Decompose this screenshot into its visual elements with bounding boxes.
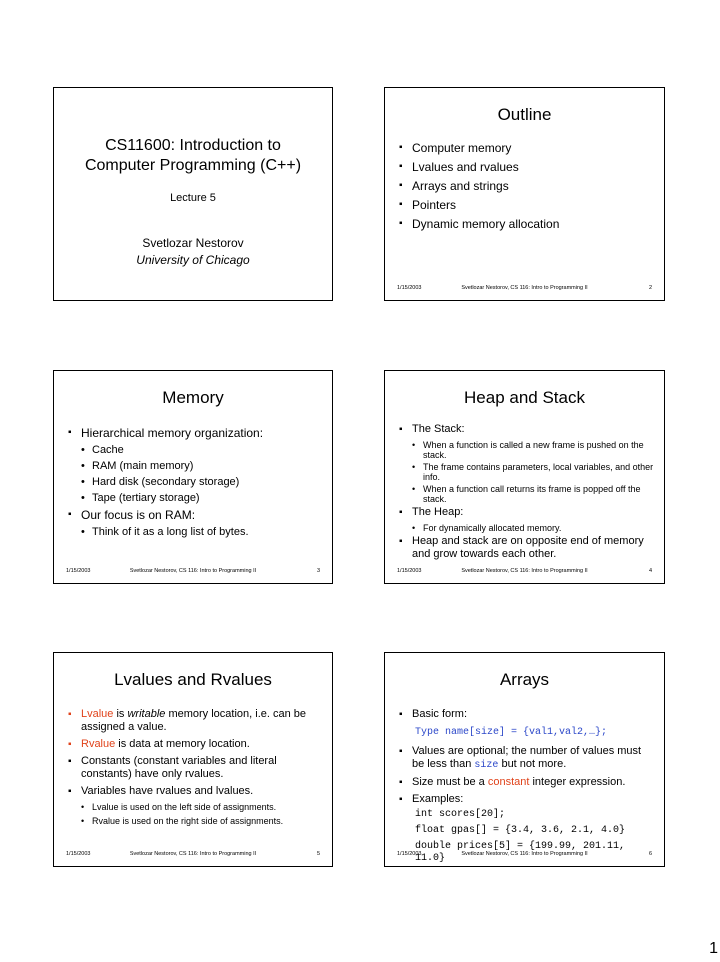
slide-1 — [53, 87, 333, 301]
footer-course: Svetlozar Nestorov, CS 116: Intro to Programming II — [129, 568, 257, 574]
slide-body — [399, 423, 654, 565]
lvalue-term: Lvalue — [81, 708, 114, 720]
sub-list-item: • RAM (main memory) — [68, 460, 322, 473]
example-code: float gpas[] = {3.4, 3.6, 2.1, 4.0} — [415, 825, 626, 836]
list-item — [68, 738, 322, 751]
list-item: ▪ The Heap: — [399, 506, 654, 519]
lecture-number: Lecture 5 — [170, 192, 216, 204]
slide-4 — [384, 370, 665, 584]
basic-form-code: Type name[size] = {val1,val2,…}; — [415, 727, 608, 738]
footer-slide-number: 6 — [648, 851, 652, 857]
footer-date: 1/15/2003 — [66, 851, 91, 857]
rvalue-term: Rvalue — [81, 738, 116, 750]
course-title-line-2: Computer Programming (C++) — [84, 157, 302, 174]
footer-slide-number: 5 — [316, 851, 320, 857]
list-item: ▪ Basic form: — [399, 708, 654, 721]
sub-list-item: • Lvalue is used on the left side of assignments. — [68, 802, 322, 812]
slide-body — [68, 426, 322, 542]
sub-list-item: • When a function is called a new frame is pushed on the stack. — [399, 440, 654, 460]
size-text-pre: Size must be a — [412, 776, 488, 788]
slide-3 — [53, 370, 333, 584]
page-number: 1 — [709, 940, 718, 957]
list-item: ▪ Pointers — [399, 198, 654, 212]
footer-slide-number: 3 — [316, 568, 320, 574]
footer-course: Svetlozar Nestorov, CS 116: Intro to Programming II — [461, 851, 588, 857]
list-item: ▪ Computer memory — [399, 141, 654, 155]
list-item: ▪ Our focus is on RAM: — [68, 508, 322, 522]
sub-list-item: • Tape (tertiary storage) — [68, 492, 322, 505]
slide-body — [399, 708, 654, 869]
constant-term: constant — [487, 776, 530, 788]
example-code: int scores[20]; — [415, 809, 506, 820]
slide-title: Outline — [497, 105, 552, 124]
lvalue-is: is — [113, 708, 128, 720]
slide-title: Arrays — [499, 670, 550, 689]
list-item: ▪ Heap and stack are on opposite end of memory and grow towards each other. — [399, 535, 654, 561]
list-item — [399, 745, 654, 772]
rvalue-rest: is data at memory location. — [115, 738, 250, 750]
lvalue-writable: writable — [127, 708, 166, 720]
values-text-post: but not more. — [498, 758, 567, 770]
sub-list-item: • The frame contains parameters, local variables, and other info. — [399, 462, 654, 482]
example-code: double prices[5] = {199.99, 201.11, 11.0} — [415, 841, 626, 864]
size-text-post: integer expression. — [529, 776, 626, 788]
footer-date: 1/15/2003 — [66, 568, 91, 574]
slide-title: Lvalues and Rvalues — [114, 670, 272, 689]
list-item: ▪ Dynamic memory allocation — [399, 217, 654, 231]
footer-course: Svetlozar Nestorov, CS 116: Intro to Programming II — [129, 851, 257, 857]
slide-title: Memory — [162, 388, 224, 407]
course-title-line-1: CS11600: Introduction to — [105, 137, 281, 154]
values-text-pre: Values are optional; the number of values must be less than — [412, 745, 642, 770]
sub-list-item: • For dynamically allocated memory. — [399, 523, 654, 533]
footer-date: 1/15/2003 — [397, 285, 422, 291]
footer-date: 1/15/2003 — [397, 568, 422, 574]
slide-5 — [53, 652, 333, 867]
list-item: ▪ Hierarchical memory organization: — [68, 426, 322, 440]
slide-2 — [384, 87, 665, 301]
author-name: Svetlozar Nestorov — [142, 236, 244, 250]
sub-list-item: • When a function call returns its frame is popped off the stack. — [399, 484, 654, 504]
footer-date: 1/15/2003 — [397, 851, 422, 857]
lvalue-rest: memory location, i.e. can be assigned a value. — [81, 708, 307, 733]
footer-course: Svetlozar Nestorov, CS 116: Intro to Programming II — [461, 285, 588, 291]
sub-list-item: • Think of it as a long list of bytes. — [68, 526, 322, 539]
list-item: ▪ Variables have rvalues and lvalues. — [68, 785, 322, 798]
footer-course: Svetlozar Nestorov, CS 116: Intro to Programming II — [461, 568, 588, 574]
list-item: ▪ Constants (constant variables and literal constants) have only rvalues. — [68, 755, 322, 781]
slide-body — [399, 141, 654, 236]
size-code: size — [474, 760, 499, 771]
slide-body — [68, 708, 322, 828]
university-name: University of Chicago — [136, 253, 250, 267]
footer-slide-number: 2 — [648, 285, 652, 291]
sub-list-item: • Hard disk (secondary storage) — [68, 476, 322, 489]
slide-6 — [384, 652, 665, 867]
footer-slide-number: 4 — [648, 568, 652, 574]
list-item — [68, 708, 322, 734]
list-item: ▪ Arrays and strings — [399, 179, 654, 193]
sub-list-item: • Rvalue is used on the right side of assignments. — [68, 816, 322, 826]
title-block — [54, 136, 332, 267]
list-item: ▪ Lvalues and rvalues — [399, 160, 654, 174]
list-item: ▪ Examples: — [399, 793, 654, 806]
slide-title: Heap and Stack — [464, 388, 585, 407]
sub-list-item: • Cache — [68, 444, 322, 457]
list-item: ▪ The Stack: — [399, 423, 654, 436]
list-item — [399, 776, 654, 789]
